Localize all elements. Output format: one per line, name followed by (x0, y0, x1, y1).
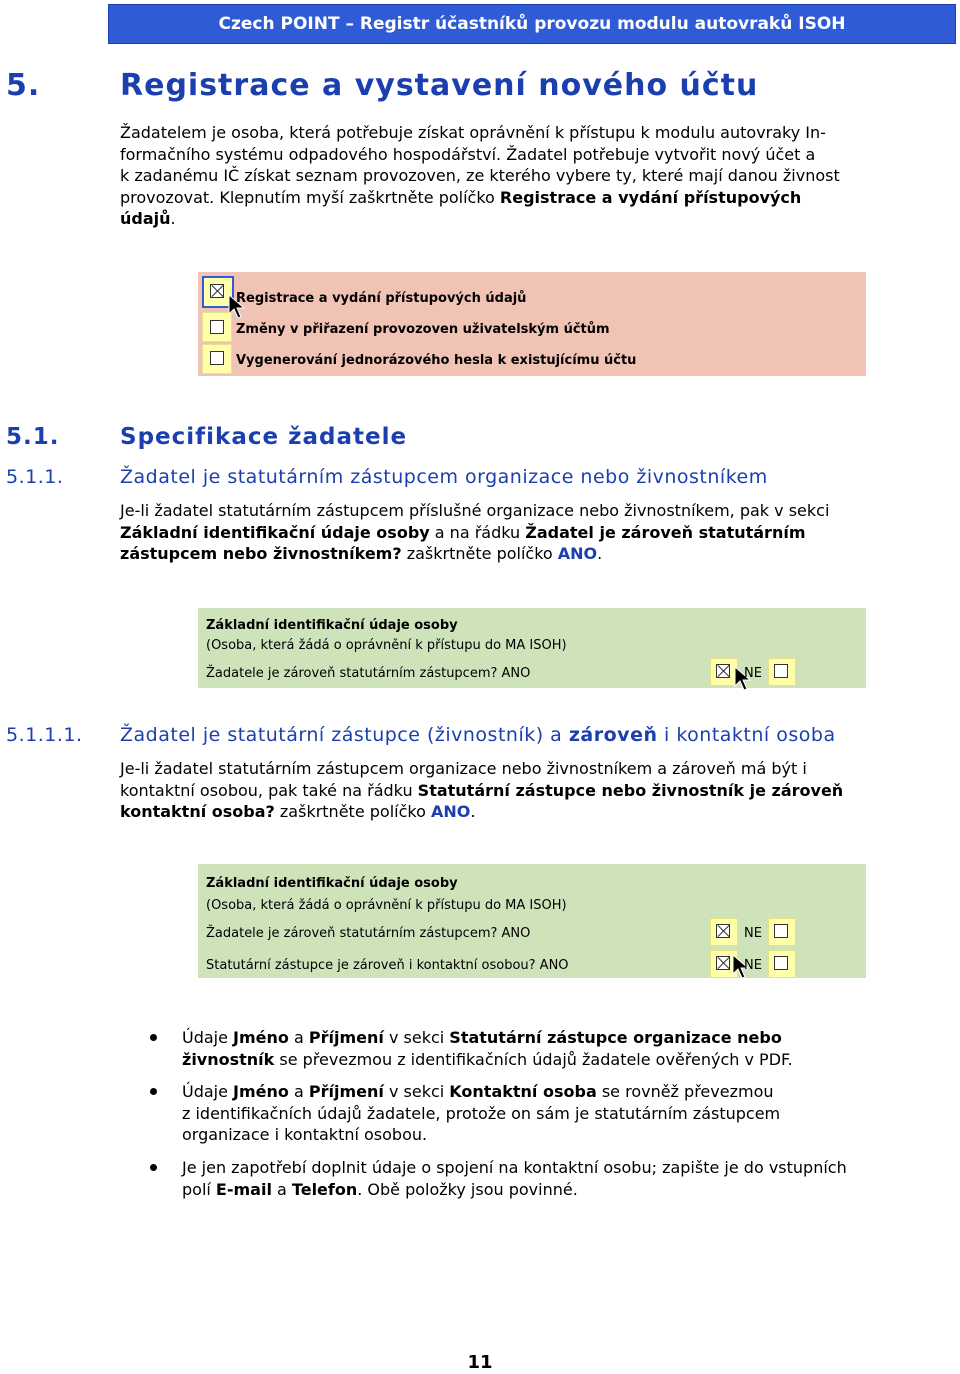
para-bold: živnostník (182, 1049, 275, 1069)
statutory-question: Žadatele je zároveň statutárním zástupcem? ANO (206, 666, 531, 681)
para-text: se převezmou z identifikačních údajů žadatele ověřených v PDF. (274, 1049, 793, 1069)
panel-heading: Základní identifikační údaje osoby (206, 618, 458, 633)
panel-subheading: (Osoba, která žádá o oprávnění k přístupu do MA ISOH) (206, 638, 567, 653)
document-header (108, 4, 956, 44)
ne-label: NE (744, 958, 762, 973)
para-line: z identifikačních údajů žadatele, protože on sám je statutárním zástupcem (182, 1103, 781, 1123)
ne-label: NE (744, 666, 762, 681)
section-title: Registrace a vystavení nového účtu (120, 68, 759, 103)
ne-checkbox[interactable] (774, 924, 788, 938)
ano-checkbox[interactable] (716, 924, 730, 938)
panel-heading: Základní identifikační údaje osoby (206, 876, 458, 891)
subsection-number: 5.1. (6, 424, 60, 450)
para-text: a (271, 1179, 292, 1199)
para-text: a na řádku (429, 522, 526, 542)
para-bold: Registrace a vydání přístupových (499, 187, 802, 207)
ano-checkbox[interactable] (716, 664, 730, 678)
para-bold: Kontaktní osoba (449, 1082, 597, 1101)
bullet-dot (150, 1034, 157, 1041)
para-bold: Jméno (233, 1082, 289, 1101)
para-line: formačního systému odpadového hospodářství. Žadatel potřebuje vytvořit nový účet a (120, 144, 816, 164)
para-bold: údajů (120, 209, 171, 228)
identification-contact-panel (198, 864, 866, 978)
para-bold: zástupcem nebo živnostníkem? (120, 544, 402, 563)
identification-panel (198, 608, 866, 688)
para-bold: E-mail (215, 1179, 272, 1199)
subsubsubsection-number: 5.1.1.1. (6, 724, 83, 746)
para-line (120, 187, 940, 209)
title-text: i kontaktní osoba (657, 724, 836, 746)
page-number: 11 (467, 1352, 493, 1373)
option-label[interactable]: Registrace a vydání přístupových údajů (236, 291, 527, 306)
para-bold: Žadatel je zároveň statutárním (525, 522, 806, 542)
para-line (120, 543, 940, 565)
para-text: a (288, 1028, 309, 1047)
option-label[interactable]: Vygenerování jednorázového hesla k existujícímu účtu (236, 353, 637, 368)
para-text: . Obě položky jsou povinné. (357, 1179, 578, 1199)
contact-ne-checkbox[interactable] (774, 956, 788, 970)
para-line (182, 1179, 952, 1201)
para-text: . (170, 209, 176, 228)
para-line (182, 1081, 942, 1103)
para-line (182, 1049, 942, 1071)
para-line (120, 801, 950, 823)
para-bold: Základní identifikační údaje osoby (120, 522, 430, 542)
para-line (120, 208, 940, 230)
para-bold: Příjmení (308, 1082, 384, 1101)
para-bold: Statutární zástupce nebo živnostník je zároveň (417, 780, 844, 800)
para-text: a (288, 1082, 309, 1101)
contact-ano-checkbox[interactable] (716, 956, 730, 970)
para-line: Žadatelem je osoba, která potřebuje získat oprávnění k přístupu k modulu autovraky In- (120, 123, 826, 142)
para-blue: ANO (557, 544, 598, 563)
title-text: Žadatel je statutární zástupce (živnostník) a (120, 724, 569, 746)
ne-label: NE (744, 926, 762, 941)
bullet-item (182, 1027, 942, 1070)
header-title: Czech POINT – Registr účastníků provozu modulu autovraků ISOH (218, 14, 846, 34)
para-line (120, 522, 940, 544)
para-text: Údaje (182, 1028, 234, 1047)
para-text: Údaje (182, 1082, 234, 1101)
para-bold: Telefon (291, 1179, 358, 1199)
para-text: v sekci (383, 1082, 450, 1101)
para-text: polí (182, 1179, 216, 1199)
option-label[interactable]: Změny v přiřazení provozoven uživatelským účtům (236, 322, 610, 337)
para-line: Je-li žadatel statutárním zástupcem organizace nebo živnostníkem a zároveň má být i (120, 759, 807, 778)
subsubsubsection-title (120, 724, 836, 746)
para-text: zaškrtněte políčko (274, 802, 431, 821)
para-bold: Příjmení (308, 1028, 384, 1047)
section5111-paragraph (120, 758, 950, 823)
para-text: . (597, 544, 603, 563)
para-line: k zadanému IČ získat seznam provozoven, ze kterého vybere ty, které mají danou živnost (120, 166, 840, 185)
para-text: provozovat. Klepnutím myší zaškrtněte políčko (120, 187, 500, 207)
password-checkbox[interactable] (210, 351, 224, 365)
para-line: Je-li žadatel statutárním zástupcem příslušné organizace nebo živnostníkem, pak v sekci (120, 501, 830, 520)
para-text: se rovněž převezmou (596, 1082, 774, 1101)
para-line: organizace i kontaktní osobou. (182, 1125, 428, 1144)
section5-paragraph (120, 122, 940, 230)
bullet-item (182, 1157, 952, 1200)
title-bold: zároveň (568, 724, 658, 746)
registration-options-panel (198, 272, 866, 376)
para-text: zaškrtněte políčko (401, 544, 558, 563)
section-number: 5. (6, 68, 41, 103)
para-text: . (470, 802, 476, 821)
subsection-title: Specifikace žadatele (120, 424, 408, 450)
contact-question: Statutární zástupce je zároveň i kontaktní osobou? ANO (206, 958, 569, 973)
para-bold: Statutární zástupce organizace nebo (449, 1028, 782, 1047)
para-blue: ANO (430, 802, 471, 821)
bullet-item (182, 1081, 942, 1146)
para-bold: Jméno (233, 1028, 289, 1047)
para-line: Je jen zapotřebí doplnit údaje o spojení na kontaktní osobu; zapište je do vstupních (182, 1158, 847, 1177)
para-bold: kontaktní osoba? (120, 802, 275, 821)
subsubsection-title: Žadatel je statutárním zástupcem organizace nebo živnostníkem (120, 466, 768, 488)
registration-checkbox[interactable] (210, 284, 224, 298)
panel-subheading: (Osoba, která žádá o oprávnění k přístupu do MA ISOH) (206, 898, 567, 913)
subsubsection-number: 5.1.1. (6, 466, 64, 488)
para-line (182, 1027, 942, 1049)
statutory-question: Žadatele je zároveň statutárním zástupcem? ANO (206, 926, 531, 941)
section511-paragraph (120, 500, 940, 565)
bullet-dot (150, 1164, 157, 1171)
para-text: kontaktní osobou, pak také na řádku (120, 780, 418, 800)
bullet-dot (150, 1088, 157, 1095)
changes-checkbox[interactable] (210, 320, 224, 334)
ne-checkbox[interactable] (774, 664, 788, 678)
para-line (120, 780, 950, 802)
para-text: v sekci (383, 1028, 450, 1047)
